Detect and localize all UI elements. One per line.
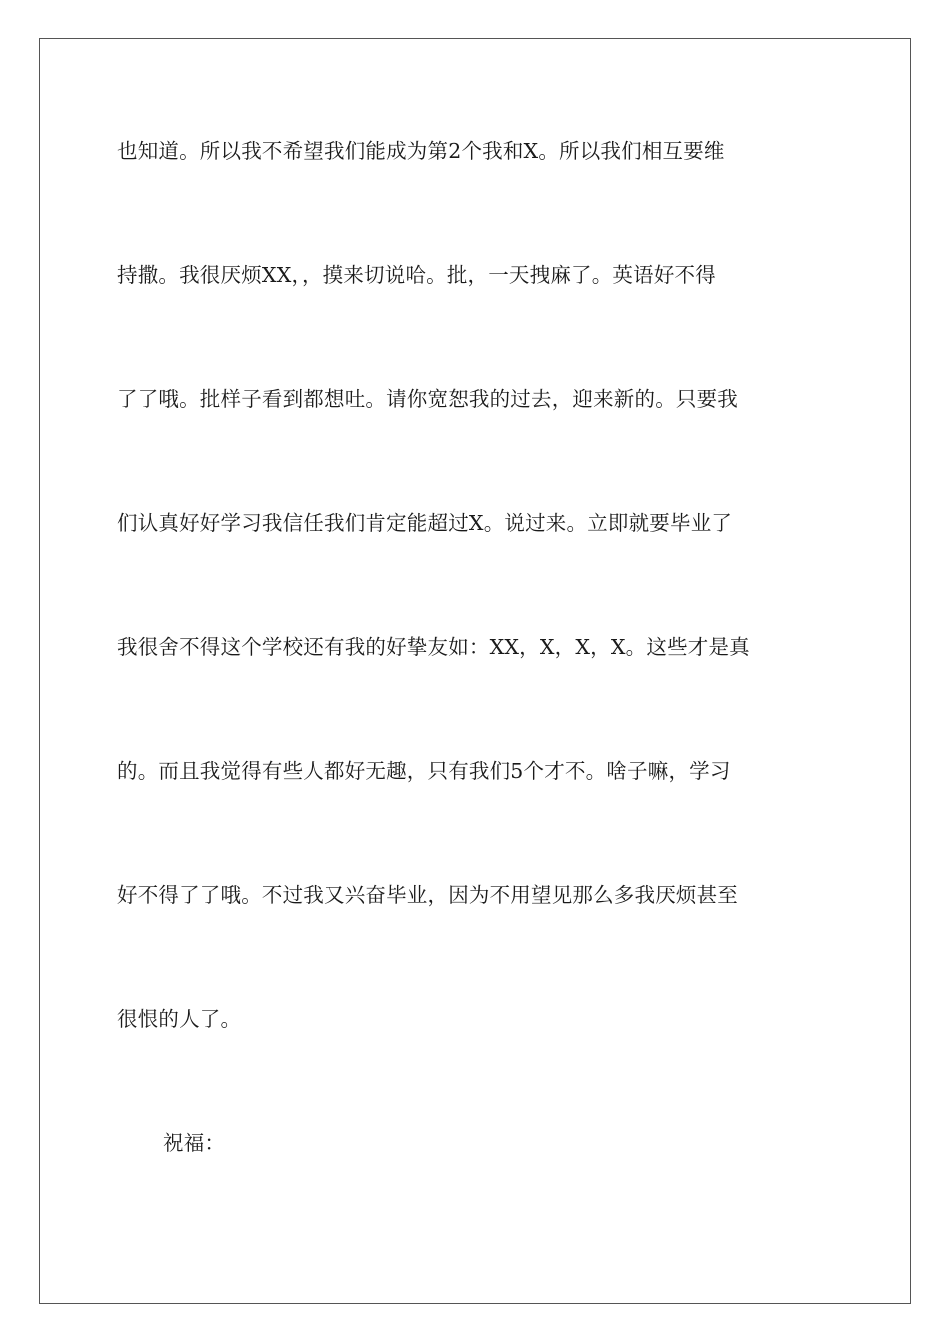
body-line-7: 好不得了了哦。不过我又兴奋毕业，因为不用望见那么多我厌烦甚至	[117, 883, 738, 907]
body-line-2: 持撒。我很厌烦XX，，摸来切说哈。批，一天拽麻了。英语好不得	[117, 263, 716, 287]
closing-greeting: 祝福：	[163, 1131, 226, 1155]
body-line-8: 很恨的人了。	[117, 1007, 242, 1031]
body-line-4: 们认真好好学习我信任我们肯定能超过X。说过来。立即就要毕业了	[117, 511, 733, 535]
page-border	[39, 38, 911, 1304]
body-line-6: 的。而且我觉得有些人都好无趣，只有我们5个才不。啥子嘛，学习	[117, 759, 731, 783]
body-line-5: 我很舍不得这个学校还有我的好挚友如：XX，X，X，X。这些才是真	[117, 635, 750, 659]
body-line-3: 了了哦。批样子看到都想吐。请你宽恕我的过去，迎来新的。只要我	[117, 387, 738, 411]
body-line-1: 也知道。所以我不希望我们能成为第2个我和X。所以我们相互要维	[117, 139, 725, 163]
